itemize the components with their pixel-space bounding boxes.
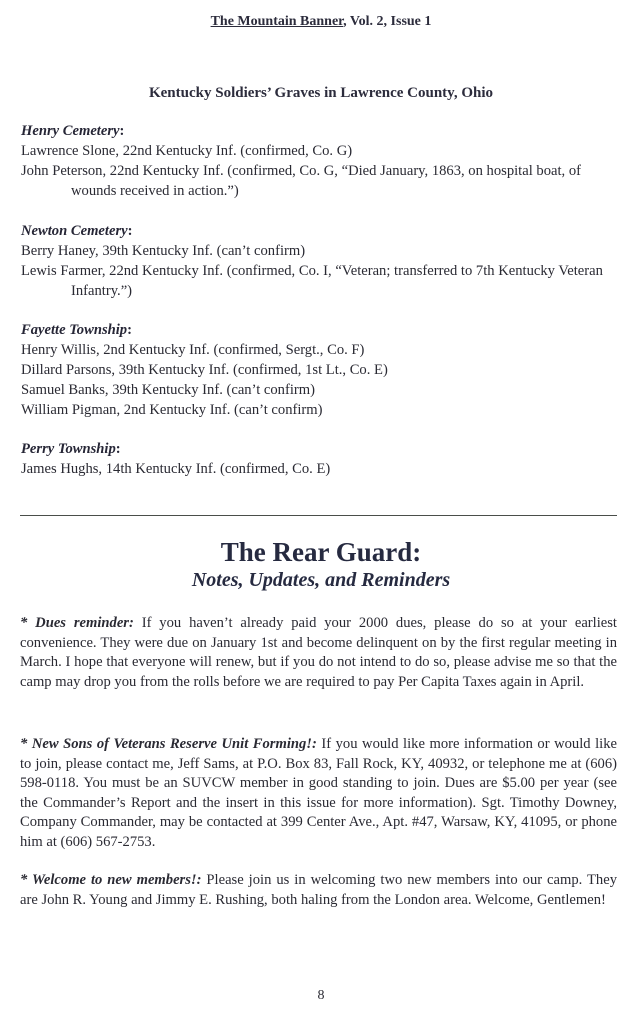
note-dues-reminder <box>20 614 617 692</box>
publication-title: The Mountain Banner <box>210 14 344 29</box>
section-heading <box>21 320 611 340</box>
note-text: Please join us in welcoming two new members into our camp. They are John R. Young and Jimmy E. Rushing, both haling from the London area. Welcome, Gentlemen! <box>20 872 617 908</box>
section-heading-text: Henry Cemetery <box>21 123 120 139</box>
rear-guard-title: The Rear Guard: <box>220 537 422 567</box>
grave-entry: William Pigman, 2nd Kentucky Inf. (can’t confirm) <box>21 402 323 418</box>
grave-entry: Samuel Banks, 39th Kentucky Inf. (can’t confirm) <box>21 382 315 398</box>
running-header <box>0 14 642 30</box>
section-newton-cemetery <box>21 221 611 301</box>
grave-entry: John Peterson, 22nd Kentucky Inf. (confirmed, Co. G, “Died January, 1863, on hospital boat, of wounds received in action.”) <box>21 163 581 199</box>
note-text: If you would like more information or would like to join, please contact me, Jeff Sams, at P.O. Box 83, Fall Rock, KY, 40932, or telephone me at (606) 598-0118. You must be an SUVCW member in good standing to join. Dues are $5.00 per year (see the Commander’s Report and the insert in this issue for more information). Sgt. Timothy Downey, Company Commander, may be contacted at 399 Center Ave., Apt. #47, Warsaw, KY, 41095, or phone him at (606) 567-2753. <box>20 736 617 850</box>
section-divider <box>20 515 617 516</box>
section-henry-cemetery <box>21 121 611 201</box>
page-number: 8 <box>317 988 325 1003</box>
article-title: Kentucky Soldiers’ Graves in Lawrence County, Ohio <box>148 85 494 101</box>
note-label: * Dues reminder: <box>20 615 134 631</box>
grave-entry: Dillard Parsons, 39th Kentucky Inf. (confirmed, 1st Lt., Co. E) <box>21 362 388 378</box>
section-heading <box>21 439 611 459</box>
note-text: If you haven’t already paid your 2000 dues, please do so at your earliest convenience. They were due on January 1st and become delinquent on by the first regular meeting in March. I hope that everyone will renew, but if you do not intend to do so, please advise me so that the camp may drop you from the rolls before we are required to pay Per Capita Taxes again in April. <box>20 615 617 690</box>
note-welcome-members <box>20 871 617 910</box>
section-heading-text: Perry Township <box>21 441 116 457</box>
section-heading <box>21 121 611 141</box>
heading-colon: : <box>127 223 133 239</box>
issue-info: , Vol. 2, Issue 1 <box>343 14 432 29</box>
note-reserve-unit <box>20 735 617 853</box>
grave-entry: Lawrence Slone, 22nd Kentucky Inf. (confirmed, Co. G) <box>21 143 353 159</box>
section-heading-text: Fayette Township <box>21 322 128 338</box>
heading-colon: : <box>119 123 125 139</box>
heading-colon: : <box>115 441 121 457</box>
section-perry-township <box>21 439 611 479</box>
grave-entry: Berry Haney, 39th Kentucky Inf. (can’t confirm) <box>21 243 306 259</box>
note-label: * New Sons of Veterans Reserve Unit Forming!: <box>20 736 317 752</box>
grave-entry: Henry Willis, 2nd Kentucky Inf. (confirmed, Sergt., Co. F) <box>21 342 365 358</box>
note-label: * Welcome to new members!: <box>20 872 202 888</box>
section-heading <box>21 221 611 241</box>
heading-colon: : <box>127 322 132 338</box>
rear-guard-subtitle: Notes, Updates, and Reminders <box>191 569 451 591</box>
section-fayette-township <box>21 320 611 420</box>
section-heading-text: Newton Cemetery <box>21 223 128 239</box>
grave-entry: Lewis Farmer, 22nd Kentucky Inf. (confirmed, Co. I, “Veteran; transferred to 7th Kentucky Veteran Infantry.”) <box>21 263 603 299</box>
grave-entry: James Hughs, 14th Kentucky Inf. (confirmed, Co. E) <box>21 461 331 477</box>
